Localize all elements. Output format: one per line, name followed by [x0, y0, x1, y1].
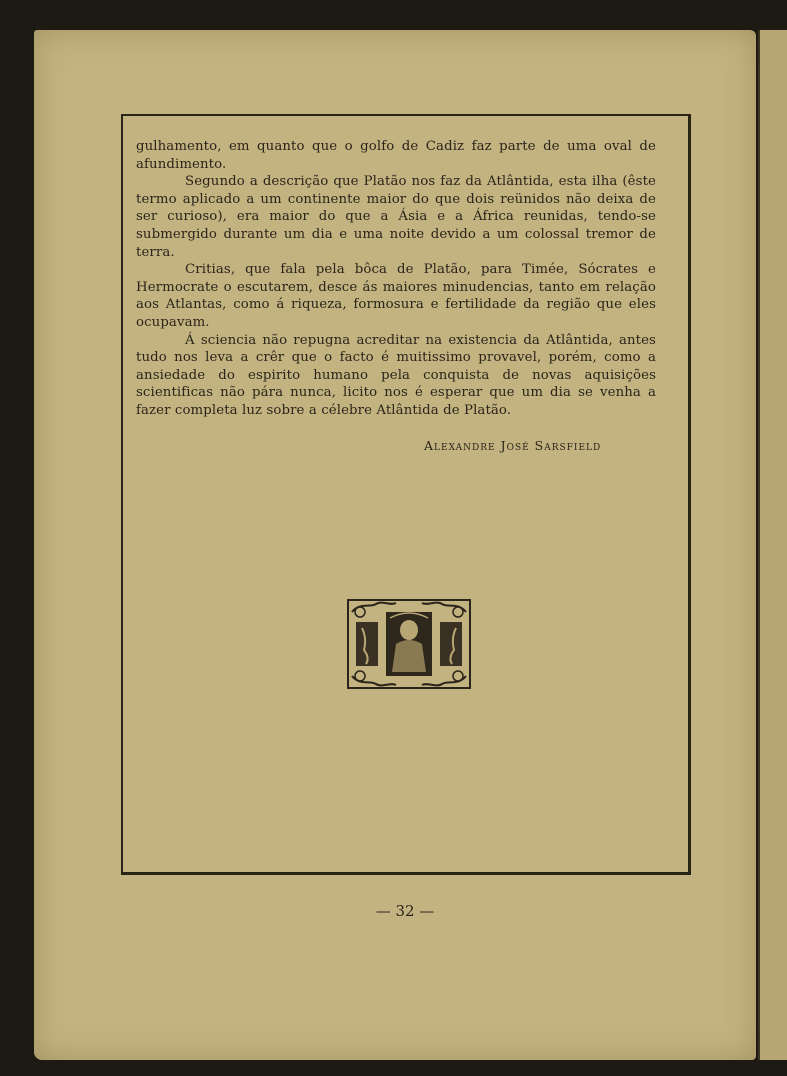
adjacent-page-edge [758, 30, 787, 1060]
paragraph-2: Segundo a descrição que Platão nos faz da Atlântida, esta ilha (êste termo aplicado a um continente maior do que dois reünidos não deixa de ser curioso), era maior do que a Ásia e a África reunidas, tendo-se submergido durante um dia e uma noite devido a um colossal tremor de terra. [136, 174, 656, 260]
paragraph-1: gulhamento, em quanto que o golfo de Cadiz faz parte de uma oval de afundimento. [136, 139, 656, 172]
author-signature: Alexandre José Sarsfield [424, 438, 602, 453]
body-text [136, 138, 656, 420]
paragraph-4: Á sciencia não repugna acreditar na existencia da Atlântida, antes tudo nos leva a crêr que o facto é muitissimo provavel, porém, como a ansiedade do espirito humano pela conquista de novas aquisições scientificas não pára nunca, licito nos é esperar que um dia se venha a fazer completa luz sobre a célebre Atlântida de Platão. [136, 332, 656, 418]
page-number: — 32 — [375, 902, 435, 920]
ornamental-vignette-icon [346, 598, 472, 690]
paragraph-3: Critias, que fala pela bôca de Platão, para Timée, Sócrates e Hermocrate o escutarem, desce ás maiores minudencias, tanto em relação aos Atlantas, como á riqueza, formosura e fertilidade da região que eles ocupavam. [136, 262, 656, 330]
